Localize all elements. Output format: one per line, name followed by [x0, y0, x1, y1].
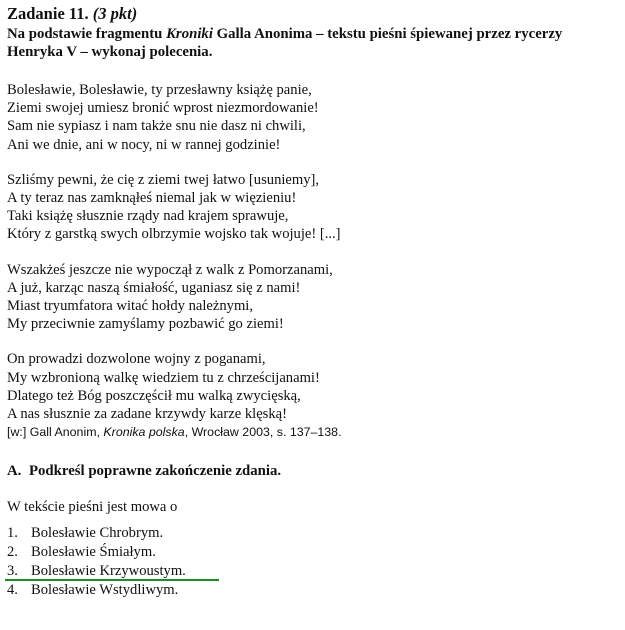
stanza-4: [7, 350, 619, 441]
verse: Bolesławie, Bolesławie, ty przesławny książę panie,: [7, 82, 312, 98]
verse: A nas słusznie za zadane krzywdy karze klęską!: [7, 406, 287, 423]
answer-option-2[interactable]: [7, 543, 619, 562]
option-number: 1.: [7, 525, 18, 542]
stanza-1: [7, 81, 619, 154]
verse: On prowadzi dozwolone wojny z poganami,: [7, 351, 266, 368]
verse: Który z garstką swych olbrzymie wojsko tak wojuje! [...]: [7, 226, 341, 243]
source-after: , Wrocław 2003, s. 137–138.: [184, 425, 342, 440]
option-number: 4.: [7, 582, 18, 599]
option-number: 3.: [7, 563, 18, 580]
verse: My wzbronioną walkę wiedziem tu z chrześcijanami!: [7, 369, 320, 386]
verse: Taki książę słusznie rządy nad krajem sprawuje,: [7, 208, 289, 225]
stanza-3: [7, 261, 619, 334]
task-points: (3 pkt): [92, 4, 138, 23]
source-title-italic: Kronika polska: [103, 425, 185, 440]
instruction-title-italic: Kroniki: [166, 26, 213, 42]
instruction-text-before: Na podstawie fragmentu: [7, 26, 167, 42]
option-text: Bolesławie Wstydliwym.: [31, 582, 179, 599]
answer-options: [7, 524, 619, 600]
verse: Miast tryumfatora witać hołdy należnymi,: [7, 298, 253, 315]
part-letter: A.: [7, 463, 22, 480]
song-text: [7, 81, 619, 441]
verse: My przeciwnie zamyślamy pozbawić go ziemi!: [7, 316, 284, 333]
option-number: 2.: [7, 544, 18, 561]
source-citation: [7, 424, 619, 441]
task-title: [7, 4, 619, 24]
part-a-instruction: Podkreśl poprawne zakończenie zdania.: [29, 463, 282, 480]
instruction-text-after: Galla Anonima – tekstu pieśni śpiewanej przez rycerzy Henryka V – wykonaj polecenia.: [7, 26, 563, 60]
answer-option-4[interactable]: [7, 581, 619, 600]
verse: Sam nie sypiasz i nam także snu nie dasz ni chwili,: [7, 118, 306, 135]
verse: A ty teraz nas zamknąłeś niemal jak w więzieniu!: [7, 190, 297, 207]
option-text: Bolesławie Chrobrym.: [31, 525, 164, 542]
sentence-prompt: W tekście pieśni jest mowa o: [7, 499, 178, 516]
answer-option-3[interactable]: [7, 562, 619, 581]
verse: Wszakżeś jeszcze nie wypoczął z walk z Pomorzanami,: [7, 261, 333, 278]
task-instruction: [7, 25, 619, 61]
verse: Ziemi swojej umiesz bronić wprost niezmordowanie!: [7, 100, 319, 117]
task-number: Zadanie 11.: [7, 4, 89, 23]
option-text: Bolesławie Śmiałym.: [31, 544, 156, 561]
answer-option-1[interactable]: [7, 524, 619, 543]
verse: Dlatego też Bóg poszczęścił mu walką zwycięską,: [7, 387, 301, 404]
verse: Szliśmy pewni, że cię z ziemi twej łatwo [usuniemy],: [7, 171, 320, 188]
part-a-heading: [7, 462, 619, 480]
verse: Ani we dnie, ani w nocy, ni w rannej godzinie!: [7, 136, 281, 153]
source-before: [w:] Gall Anonim,: [7, 425, 104, 440]
exam-page: [7, 4, 619, 600]
verse: A już, karząc naszą śmiałość, uganiasz się z nami!: [7, 279, 301, 296]
option-text: Bolesławie Krzywoustym.: [31, 563, 186, 580]
stanza-2: [7, 171, 619, 244]
